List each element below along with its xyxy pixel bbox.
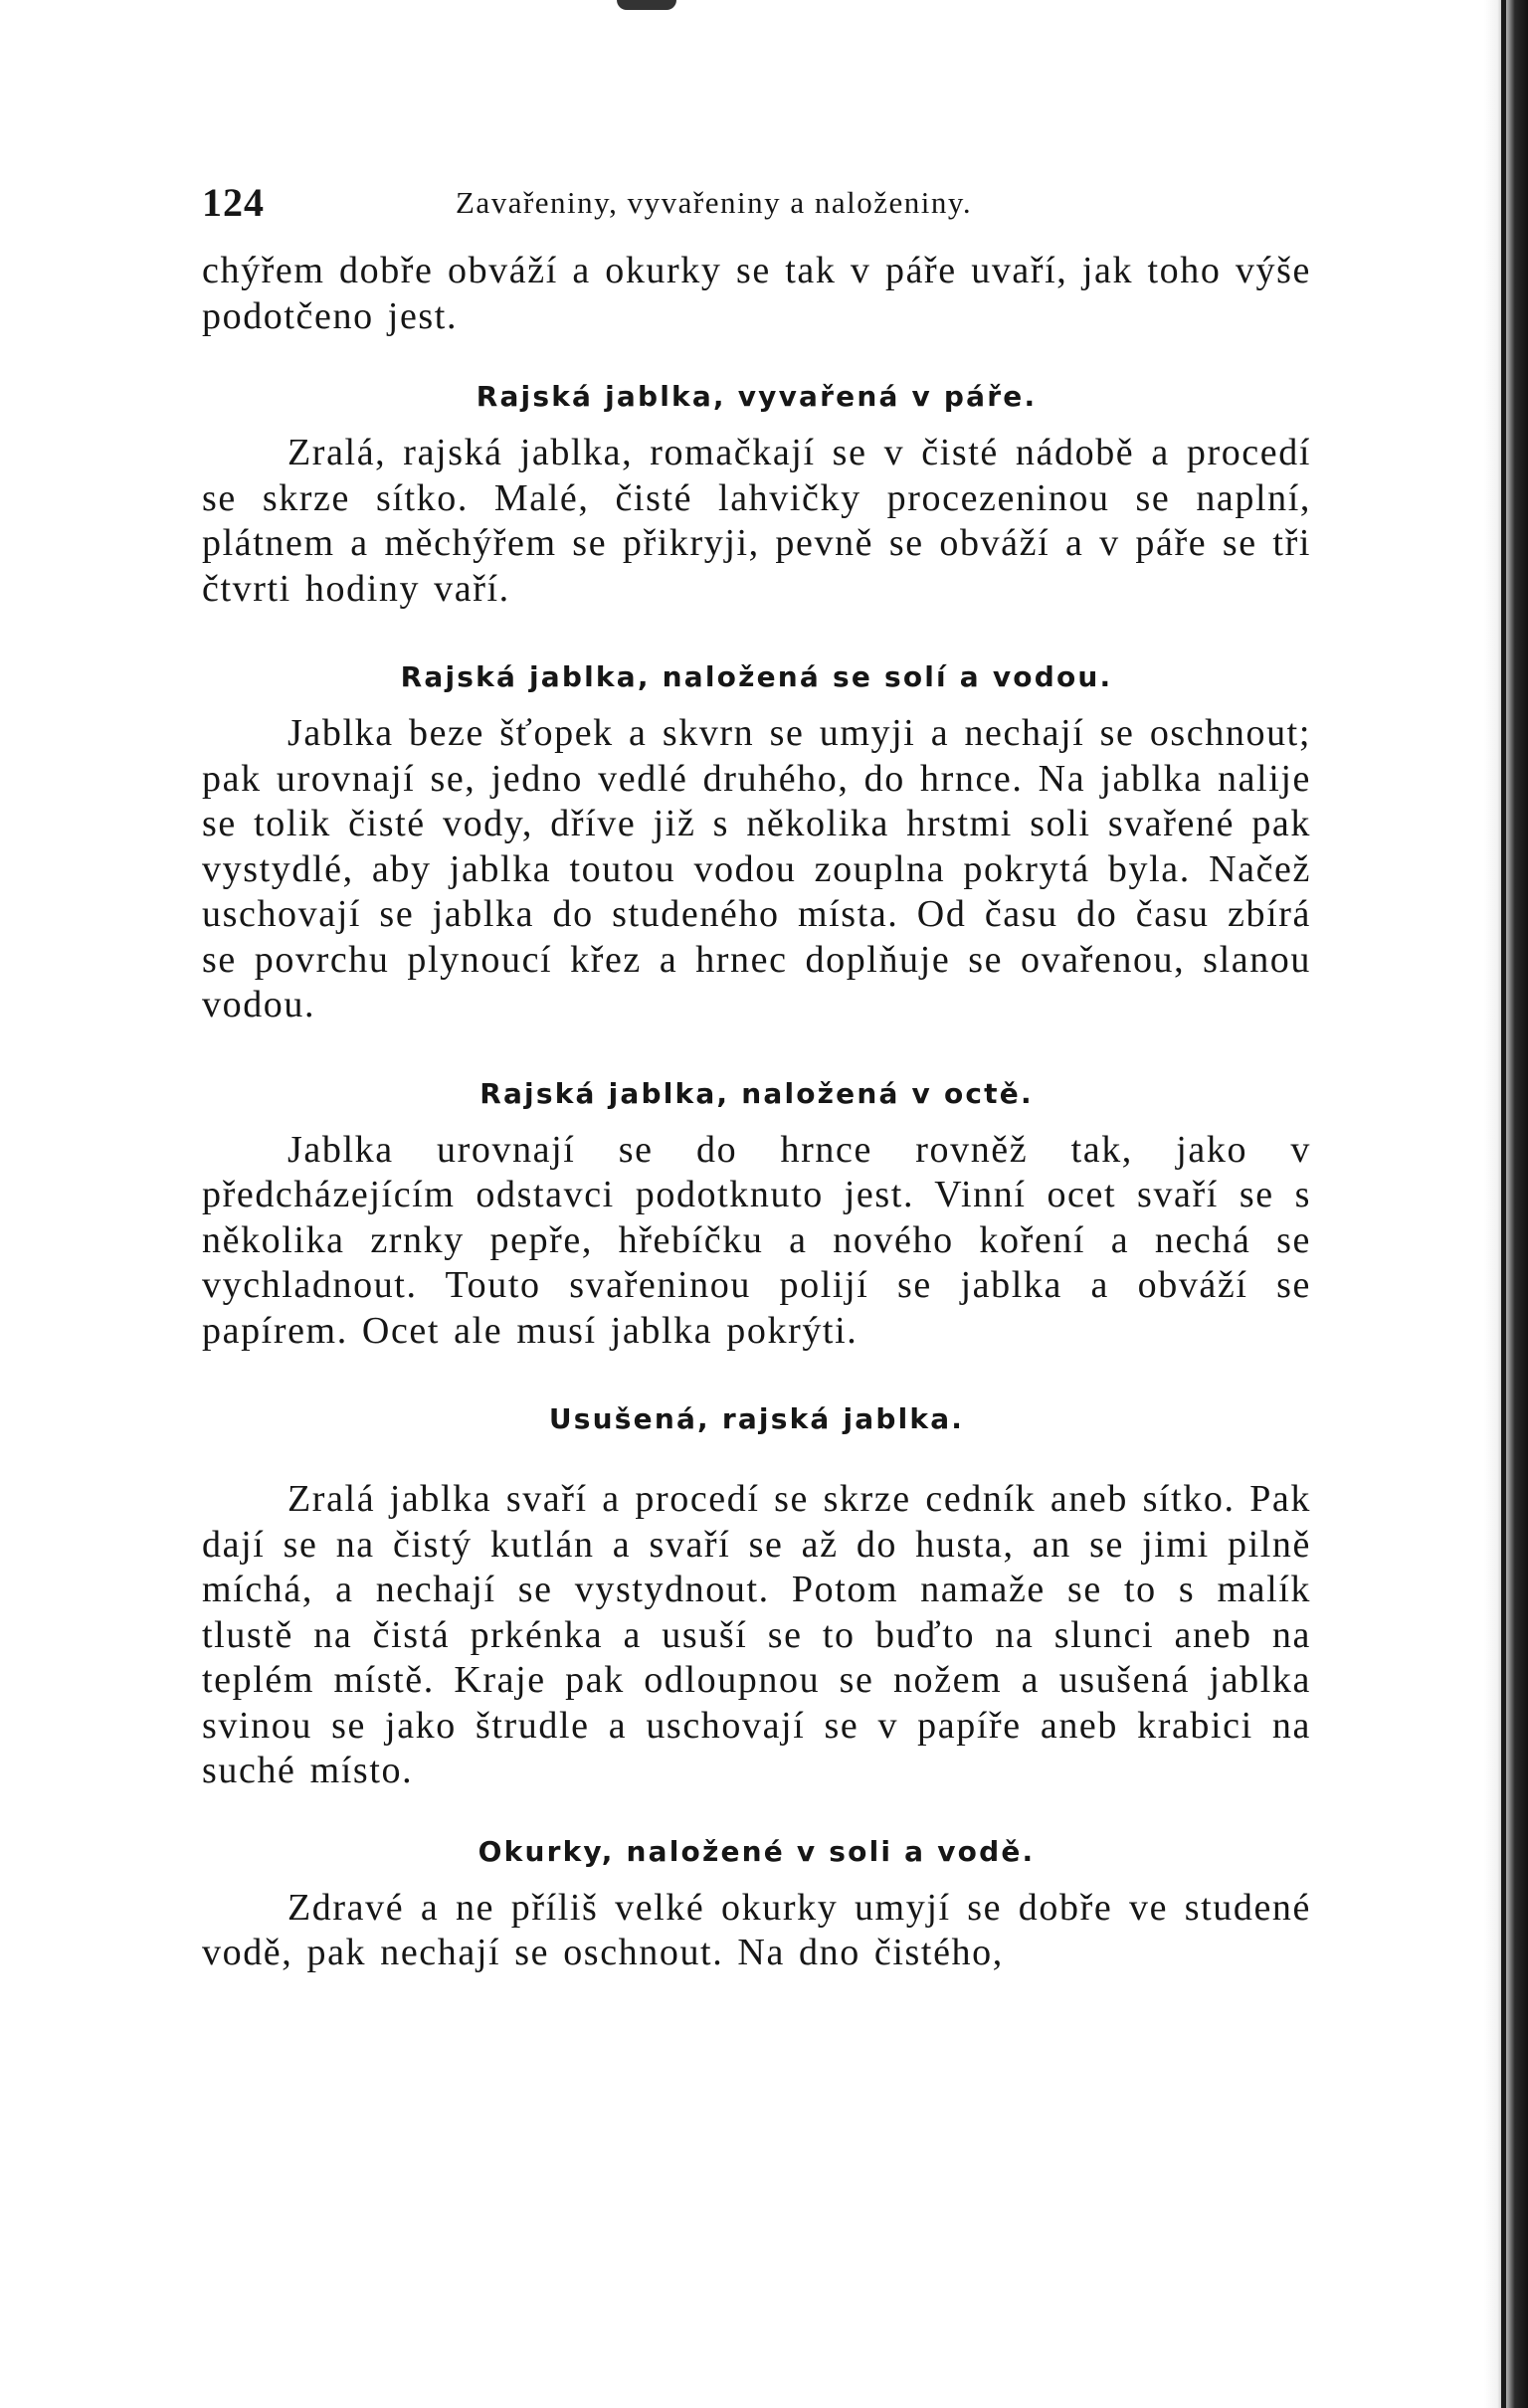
- section-heading: Rajská jablka, vyvařená v páře.: [476, 380, 1038, 413]
- page-number: 124: [202, 180, 265, 225]
- section-heading: Usušená, rajská jablka.: [548, 1402, 965, 1435]
- section-paragraph: Jablka urovnají se do hrnce rovněž tak, jako v předcházejícím odstavci podotknuto jest. Vinní ocet svaří se s několika zrnky pepře, hřebíčku a nového koření a nechá se vychladnout. Touto svařeninou polijí se jablka a obváží se papírem. Ocet ale musí jablka pokrýti.: [202, 1128, 1311, 1352]
- page-header: [202, 179, 1311, 249]
- book-page: [202, 179, 1311, 1976]
- running-head: Zavařeniny, vyvařeniny a naloženiny.: [456, 185, 973, 220]
- scan-artifact: [617, 0, 676, 10]
- book-binding-line: [1501, 0, 1506, 2408]
- continued-paragraph: chýřem dobře obváží a okurky se tak v páře uvaří, jak toho výše podotčeno jest.: [202, 250, 1311, 337]
- section-heading: Okurky, naložené v soli a vodě.: [478, 1834, 1036, 1868]
- section-heading: Rajská jablka, naložená se solí a vodou.: [400, 660, 1113, 693]
- section-paragraph: Zdravé a ne příliš velké okurky umyjí se dobře ve studené vodě, pak nechají se oschnout. Na dno čistého,: [202, 1886, 1311, 1973]
- section-paragraph: Jablka beze šťopek a skvrn se umyji a nechají se oschnout; pak urovnají se, jedno vedlé druhého, do hrnce. Na jablka nalije se tolik čisté vody, dříve již s několika hrstmi soli svařené pak vystydlé, aby jablka toutou vodou zouplna pokrytá byla. Načež uschovají se jablka do studeného místa. Od času do času zbírá se povrchu plynoucí křez a hrnec doplňuje se ovařenou, slanou vodou.: [202, 712, 1311, 1025]
- section-paragraph: Zralá, rajská jablka, romačkají se v čisté nádobě a procedí se skrze sítko. Malé, čisté lahvičky procezeninou se naplní, plátnem a měchýřem se přikryji, pevně se obváží a v páře se tři čtvrti hodiny vaří.: [202, 432, 1311, 610]
- book-binding-edge: [1484, 0, 1528, 2408]
- section-heading: Rajská jablka, naložená v octě.: [479, 1076, 1034, 1110]
- section-paragraph: Zralá jablka svaří a procedí se skrze cedník aneb sítko. Pak dají se na čistý kutlán a svaří se až do husta, an se jimi pilně míchá, a nechají se vystydnout. Potom namaže se to s malík tlustě na čistá prkénka a usuší se to buďto na slunci aneb na teplém místě. Kraje pak odloupnou se nožem a usušená jablka svinou se jako štrudle a uschovají se v papíře aneb krabici na suché místo.: [202, 1478, 1311, 1791]
